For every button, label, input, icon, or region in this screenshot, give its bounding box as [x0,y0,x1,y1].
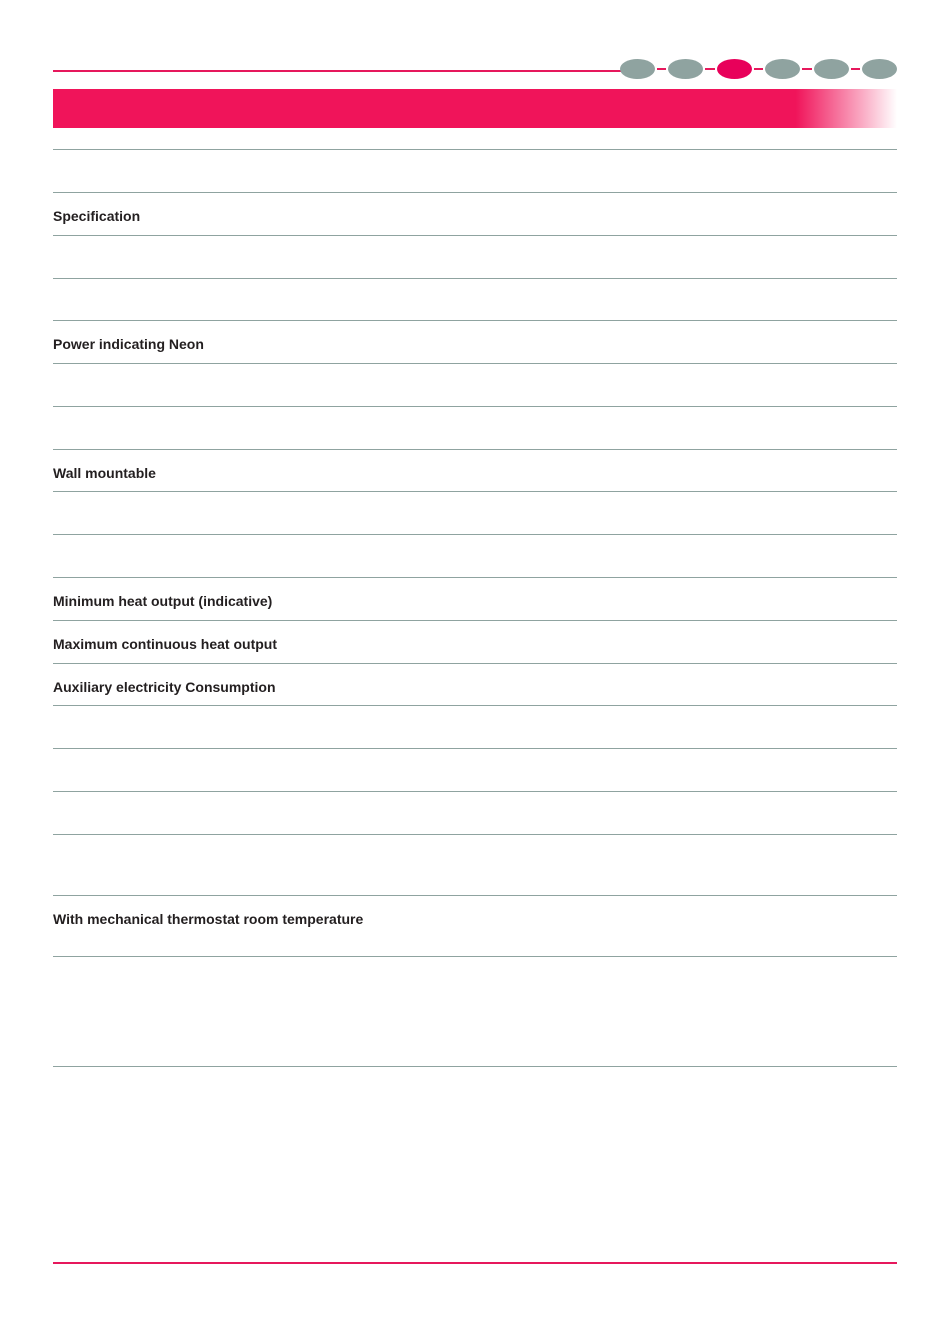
section-banner [53,89,897,128]
page-nav-dot-3-active [717,59,752,79]
table-rule [53,149,897,150]
row-label-auxiliary-electricity-consumption: Auxiliary electricity Consumption [53,679,276,695]
table-rule [53,491,897,492]
table-rule [53,956,897,957]
row-label-wall-mountable: Wall mountable [53,465,156,481]
page-nav-dot-4 [765,59,800,79]
table-rule [53,192,897,193]
table-rule [53,449,897,450]
table-rule [53,748,897,749]
page-nav-dot-1 [620,59,655,79]
table-rule [53,534,897,535]
table-rule [53,663,897,664]
row-label-specification: Specification [53,208,141,224]
page-nav-dot-5 [814,59,849,79]
table-rule [53,577,897,578]
table-rule [53,705,897,706]
footer-rule [53,1262,897,1264]
page-nav-connector [657,68,666,70]
row-label-power-indicating-neon: Power indicating Neon [53,336,204,352]
table-rule [53,895,897,896]
row-label-mechanical-thermostat-room-temperature: With mechanical thermostat room temperature [53,911,364,927]
page-nav-dot-2 [668,59,703,79]
page-nav-connector [705,68,714,70]
table-rule [53,278,897,279]
table-rule [53,363,897,364]
header-rule [53,70,623,72]
page-nav-connector [802,68,811,70]
row-label-maximum-continuous-heat-output: Maximum continuous heat output [53,636,277,652]
table-rule [53,1066,897,1067]
table-rule [53,834,897,835]
table-rule [53,791,897,792]
page-nav-connector [754,68,763,70]
table-rule [53,235,897,236]
row-label-minimum-heat-output: Minimum heat output (indicative) [53,593,273,609]
page-nav-dot-6 [862,59,897,79]
page-nav-dots [620,58,897,80]
table-rule [53,620,897,621]
page-nav-connector [851,68,860,70]
table-rule [53,406,897,407]
table-rule [53,320,897,321]
